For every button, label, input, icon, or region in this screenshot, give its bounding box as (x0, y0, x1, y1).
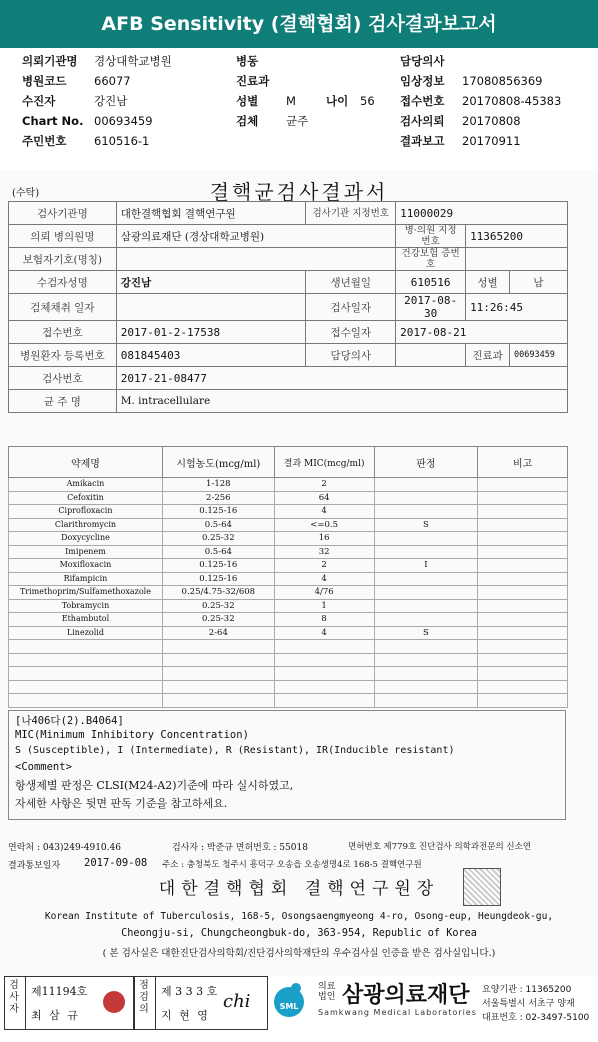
test-concentration: 2-256 (162, 491, 274, 505)
tester-name: 최 삼 규 (31, 1009, 80, 1022)
empty-cell (374, 694, 478, 708)
header-value: 17080856369 (462, 74, 543, 88)
drug-name: Ciprofloxacin (9, 505, 163, 519)
col-concentration: 시험농도(mcg/ml) (162, 447, 274, 478)
header-value: 20170808-45383 (462, 94, 562, 108)
remarks (478, 545, 568, 559)
remarks (478, 572, 568, 586)
col-interpretation: 판정 (374, 447, 478, 478)
checker-sign-box (134, 976, 268, 1030)
doctor-label: 담당의사 (306, 344, 396, 367)
interpretation (374, 545, 478, 559)
certification-note: ( 본 검사실은 대한진단검사의학회/진단검사의학재단의 우수검사실 인증을 받은 검사실입니다.) (102, 948, 496, 959)
remarks (478, 599, 568, 613)
corp-code: 요양기관 : 11365200 (482, 985, 572, 995)
receipt-date-value: 2017-08-21 (396, 321, 568, 344)
req-no-label: 병·의원 지정번호 (396, 225, 466, 248)
table-row (9, 545, 568, 559)
tester-stamp (103, 991, 125, 1013)
test-date-value: 2017-08-30 (396, 294, 466, 321)
req-value: 삼광의료재단 (경상대학교병원) (116, 225, 395, 248)
table-row (9, 599, 568, 613)
drug-name: Ethambutol (9, 613, 163, 627)
report-address: 주소 : 충청북도 청주시 흥덕구 오송읍 오송생명4로 168-5 결핵연구원 (162, 860, 422, 870)
empty-cell (478, 653, 568, 667)
note-mic: MIC(Minimum Inhibitory Concentration) (15, 729, 249, 741)
req-label: 의뢰 병의원명 (9, 225, 117, 248)
receipt-no-value: 2017-01-2-17538 (116, 321, 306, 344)
empty-row (9, 694, 568, 708)
empty-cell (274, 653, 374, 667)
corp-english: Samkwang Medical Laboratories (318, 1008, 477, 1017)
corp-address: 서울특별시 서초구 양재 (482, 999, 575, 1009)
insurance-cert-label: 건강보험 증번호 (396, 248, 466, 271)
test-concentration: 0.125-16 (162, 505, 274, 519)
dept-value: 00693459 (509, 344, 567, 367)
lab-no-label: 검사기관 지정번호 (306, 202, 396, 225)
header-value: 20170911 (462, 134, 521, 148)
test-concentration: 1-128 (162, 478, 274, 492)
col-remarks: 비고 (478, 447, 568, 478)
official-seal (463, 868, 501, 906)
checker-name: 지 현 영 (161, 1009, 210, 1022)
mic-result: 4/76 (274, 586, 374, 600)
table-row (9, 613, 568, 627)
header-label: Chart No. (22, 114, 84, 128)
doctor-value (396, 344, 466, 367)
header-info (0, 52, 598, 152)
drug-name: Trimethoprim/Sulfamethoxazole (9, 586, 163, 600)
req-no-value: 11365200 (466, 225, 568, 248)
checker-vertical-label: 점검의 (139, 980, 149, 1015)
corp-phone: 대표번호 : 02-3497-5100 (482, 1013, 590, 1023)
header-label: 임상정보 (400, 74, 445, 88)
empty-cell (478, 640, 568, 654)
table-row (9, 586, 568, 600)
interpretation (374, 532, 478, 546)
interpretation (374, 478, 478, 492)
drug-name: Imipenem (9, 545, 163, 559)
note-code: [나406다(2).B4064] (15, 715, 124, 727)
institute-address-2: Cheongju-si, Chungcheongbuk-do, 363-954, Republic of Korea (121, 928, 477, 939)
consignment-label: (수탁) (12, 188, 40, 199)
remarks (478, 586, 568, 600)
drug-susceptibility-table (8, 446, 568, 708)
tester-sign-box (4, 976, 134, 1030)
document-title: 결핵균검사결과서 (209, 180, 389, 204)
remarks (478, 518, 568, 532)
institute-address-1: Korean Institute of Tuberculosis, 168-5, Osongsaengmyeong 4-ro, Osong-eup, Heungdeok-gu, (44, 911, 554, 922)
drug-name: Clarithromycin (9, 518, 163, 532)
remarks (478, 491, 568, 505)
header-value: 66077 (94, 74, 131, 88)
mic-result: 2 (274, 559, 374, 573)
empty-cell (162, 680, 274, 694)
header-label: 담당의사 (400, 54, 445, 68)
header-label: 의뢰기관명 (22, 54, 78, 68)
remarks (478, 613, 568, 627)
header-label: 접수번호 (400, 94, 445, 108)
mic-result: <=0.5 (274, 518, 374, 532)
interpretation: S (374, 626, 478, 640)
institute-name: 대한결핵협회 결핵연구원장 (158, 879, 440, 899)
interpretation (374, 613, 478, 627)
tester-info: 검사자 : 박준규 면허번호 : 55018 (172, 843, 308, 853)
interpretation (374, 572, 478, 586)
corp-name: 삼광의료재단 (342, 983, 470, 1008)
lab-no-value: 11000029 (396, 202, 568, 225)
empty-cell (9, 694, 163, 708)
drug-name: Doxycycline (9, 532, 163, 546)
interpretation: S (374, 518, 478, 532)
collect-date-value (116, 294, 306, 321)
insurance-label: 보험자기호(명칭) (9, 248, 117, 271)
birth-label: 생년월일 (306, 271, 396, 294)
drug-name: Rifampicin (9, 572, 163, 586)
test-concentration: 0.25-32 (162, 532, 274, 546)
empty-cell (162, 694, 274, 708)
insurance-value (116, 248, 395, 271)
empty-cell (9, 640, 163, 654)
table-row (9, 478, 568, 492)
registration-label: 병원환자 등록번호 (9, 344, 117, 367)
empty-cell (9, 680, 163, 694)
empty-cell (374, 667, 478, 681)
header-label: 검체 (236, 114, 259, 128)
test-concentration: 0.125-16 (162, 572, 274, 586)
note-comment-1: 항생제별 판정은 CLSI(M24-A2)기준에 따라 실시하였고, (15, 779, 294, 792)
empty-cell (162, 653, 274, 667)
header-label: 검사의뢰 (400, 114, 445, 128)
header-value: 강진남 (94, 94, 128, 108)
header-value: M (286, 94, 296, 108)
empty-cell (374, 653, 478, 667)
corp-small-label: 의료법인 (318, 982, 336, 1002)
name-value: 강진남 (116, 271, 306, 294)
empty-cell (374, 640, 478, 654)
empty-cell (9, 667, 163, 681)
empty-cell (274, 667, 374, 681)
drug-name: Moxifloxacin (9, 559, 163, 573)
table-row (9, 532, 568, 546)
test-concentration: 0.25-32 (162, 613, 274, 627)
test-concentration: 0.25-32 (162, 599, 274, 613)
receipt-date-label: 접수일자 (306, 321, 396, 344)
mic-result: 64 (274, 491, 374, 505)
mic-result: 8 (274, 613, 374, 627)
birth-value: 610516 (396, 271, 466, 294)
empty-cell (274, 640, 374, 654)
test-concentration: 0.25/4.75-32/608 (162, 586, 274, 600)
test-concentration: 0.5-64 (162, 545, 274, 559)
header-label: 병원코드 (22, 74, 67, 88)
checker-signature: chi (223, 991, 251, 1012)
drug-name: Cefoxitin (9, 491, 163, 505)
remarks (478, 532, 568, 546)
mic-result: 32 (274, 545, 374, 559)
tester-vertical-label: 검사자 (9, 980, 19, 1015)
table-row (9, 505, 568, 519)
test-no-label: 검사번호 (9, 367, 117, 390)
empty-row (9, 653, 568, 667)
col-drug: 약제명 (9, 447, 163, 478)
empty-row (9, 640, 568, 654)
header-value: 00693459 (94, 114, 153, 128)
header-label: 병동 (236, 54, 259, 68)
remarks (478, 505, 568, 519)
sex-label: 성별 (466, 271, 510, 294)
empty-cell (274, 694, 374, 708)
note-legend: S (Susceptible), I (Intermediate), R (Resistant), IR(Inducible resistant) (15, 745, 455, 756)
header-label: 결과보고 (400, 134, 445, 148)
patient-info-table (8, 201, 568, 413)
empty-row (9, 667, 568, 681)
notes-box (8, 710, 566, 820)
name-label: 수검자성명 (9, 271, 117, 294)
header-value: 경상대학교병원 (94, 54, 172, 68)
interpretation: I (374, 559, 478, 573)
specialist-info: 면허번호 제779호 진단검사 의학과전문의 신소연 (348, 842, 532, 852)
empty-cell (274, 680, 374, 694)
registration-value: 081845403 (116, 344, 306, 367)
header-value: 610516-1 (94, 134, 150, 148)
drug-name: Linezolid (9, 626, 163, 640)
interpretation (374, 599, 478, 613)
empty-cell (162, 667, 274, 681)
strain-value: M. intracellulare (116, 390, 567, 413)
header-label: 주민번호 (22, 134, 67, 148)
tester-number: 제11194호 (31, 985, 88, 998)
checker-number: 제 3 3 3 호 (161, 985, 218, 998)
mic-result: 4 (274, 626, 374, 640)
empty-cell (162, 640, 274, 654)
insurance-cert-value (466, 248, 568, 271)
header-label: 진료과 (236, 74, 270, 88)
test-concentration: 0.125-16 (162, 559, 274, 573)
sex-value: 남 (509, 271, 567, 294)
note-comment-label: <Comment> (15, 761, 72, 773)
mic-result: 1 (274, 599, 374, 613)
table-row (9, 518, 568, 532)
col-mic: 결과 MIC(mcg/ml) (274, 447, 374, 478)
strain-label: 균 주 명 (9, 390, 117, 413)
drug-name: Amikacin (9, 478, 163, 492)
interpretation (374, 491, 478, 505)
contact-info: 연락처 : 043)249-4910.46 (8, 843, 121, 853)
report-title: AFB Sensitivity (결핵협회) 검사결과보고서 (0, 0, 598, 48)
sml-logo (272, 980, 306, 1020)
dept-label: 진료과 (466, 344, 510, 367)
report-date-label: 결과통보일자 (8, 861, 61, 871)
empty-cell (478, 694, 568, 708)
empty-cell (374, 680, 478, 694)
remarks (478, 559, 568, 573)
age-label: 나이 (326, 94, 349, 108)
lab-label: 검사기관명 (9, 202, 117, 225)
table-row (9, 491, 568, 505)
empty-cell (478, 680, 568, 694)
test-concentration: 2-64 (162, 626, 274, 640)
table-row (9, 559, 568, 573)
table-row (9, 626, 568, 640)
test-concentration: 0.5-64 (162, 518, 274, 532)
header-label: 성별 (236, 94, 259, 108)
remarks (478, 626, 568, 640)
empty-cell (9, 653, 163, 667)
interpretation (374, 505, 478, 519)
age-value: 56 (360, 94, 375, 108)
receipt-no-label: 접수번호 (9, 321, 117, 344)
empty-row (9, 680, 568, 694)
header-label: 수진자 (22, 94, 56, 108)
mic-result: 4 (274, 572, 374, 586)
remarks (478, 478, 568, 492)
note-comment-2: 자세한 사항은 뒷면 판독 기준을 참고하세요. (15, 797, 228, 810)
test-no-value: 2017-21-08477 (116, 367, 567, 390)
empty-cell (478, 667, 568, 681)
header-value: 20170808 (462, 114, 521, 128)
mic-result: 2 (274, 478, 374, 492)
mic-result: 4 (274, 505, 374, 519)
header-value: 균주 (286, 114, 309, 128)
table-row (9, 572, 568, 586)
report-date: 2017-09-08 (84, 857, 148, 869)
test-date-label: 검사일자 (306, 294, 396, 321)
collect-date-label: 검체채취 일자 (9, 294, 117, 321)
drug-name: Tobramycin (9, 599, 163, 613)
lab-value: 대한결핵협회 결핵연구원 (116, 202, 306, 225)
logo-badge-text: SML (279, 1002, 299, 1011)
test-time-value: 11:26:45 (466, 294, 568, 321)
interpretation (374, 586, 478, 600)
mic-result: 16 (274, 532, 374, 546)
